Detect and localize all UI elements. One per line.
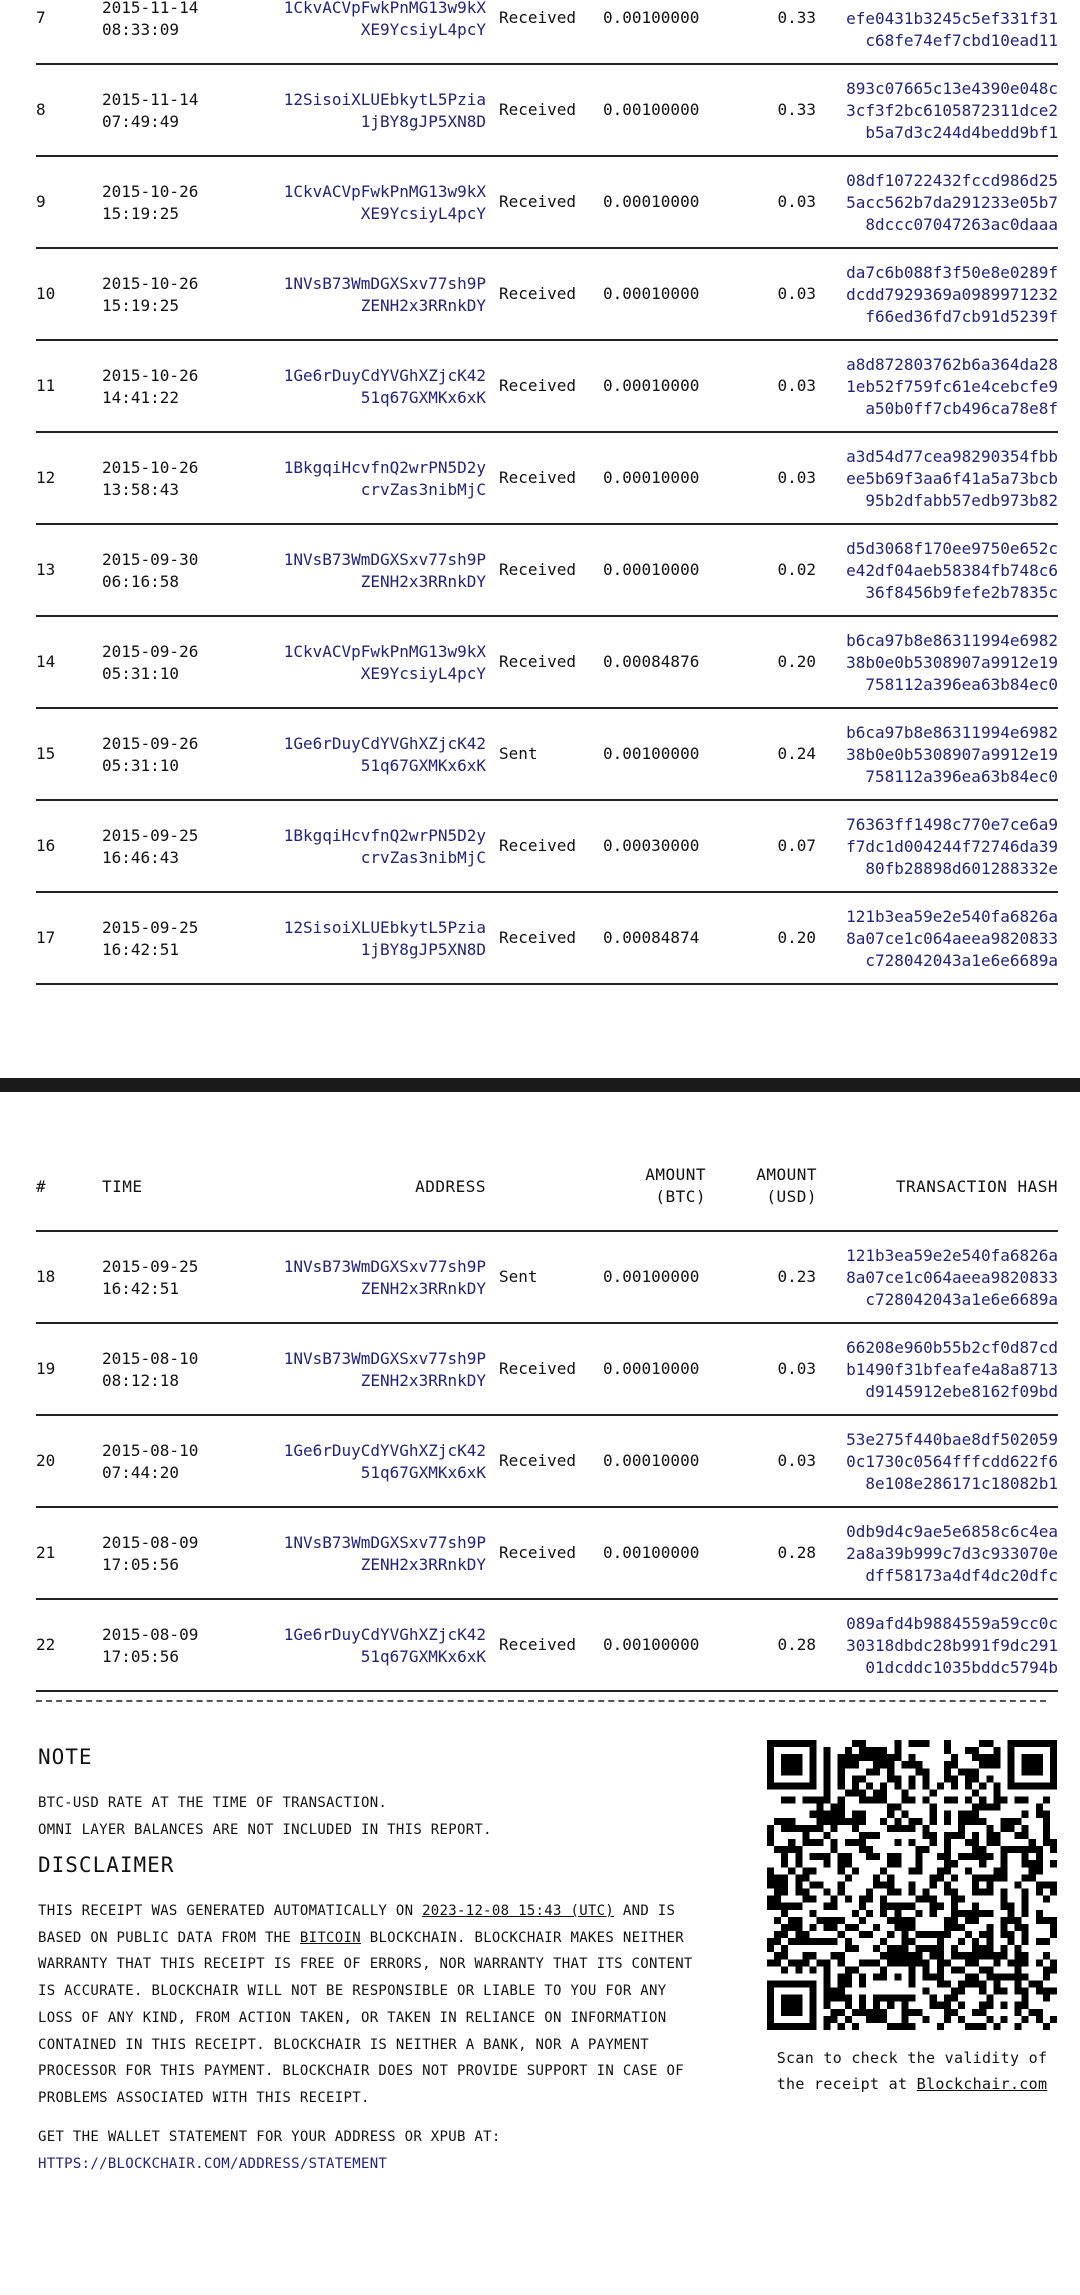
- row-amount-btc: 0.00100000: [603, 100, 700, 119]
- dashed-separator: [36, 1700, 1046, 1702]
- row-number: 21: [36, 1543, 56, 1562]
- row-time: [102, 1348, 198, 1392]
- row-date: 2015-09-30: [102, 550, 199, 569]
- row-hash-line: 66208e960b55b2cf0d87cd: [846, 1338, 1058, 1357]
- row-hash[interactable]: [823, 814, 1058, 880]
- row-type: Sent: [499, 744, 538, 763]
- disclaimer-title: DISCLAIMER: [38, 1853, 175, 1877]
- row-hash[interactable]: [823, 354, 1058, 420]
- row-type: Received: [499, 192, 577, 211]
- row-clock: 17:05:56: [102, 1555, 180, 1574]
- row-number: 16: [36, 836, 56, 855]
- row-amount-btc: 0.00010000: [603, 1451, 700, 1470]
- row-type: Received: [499, 652, 577, 671]
- row-date: 2015-10-26: [102, 182, 199, 201]
- row-amount-usd: 0.23: [777, 1267, 816, 1286]
- row-date: 2015-11-14: [102, 0, 199, 17]
- row-amount-btc: 0.00100000: [603, 744, 700, 763]
- table-row: [36, 617, 1058, 709]
- row-amount-usd: 0.20: [777, 928, 816, 947]
- disclaimer-line: IS ACCURATE. BLOCKCHAIR WILL NOT BE RESPONSIBLE OR LIABLE TO YOU FOR ANY: [38, 1983, 667, 2000]
- row-address-line: 1NVsB73WmDGXSxv77sh9P: [283, 1349, 486, 1368]
- table-row: [36, 249, 1058, 341]
- row-address[interactable]: [246, 1532, 486, 1576]
- row-hash-line: efe0431b3245c5ef331f31: [846, 9, 1058, 28]
- row-date: 2015-10-26: [102, 458, 199, 477]
- row-address[interactable]: [246, 1440, 486, 1484]
- row-hash[interactable]: [823, 1613, 1058, 1679]
- row-number: 14: [36, 652, 56, 671]
- row-time: [102, 1256, 198, 1300]
- table-row: [36, 893, 1058, 985]
- qr-modules: [767, 1740, 1057, 2030]
- row-address-line: crvZas3nibMjC: [360, 848, 486, 867]
- row-hash[interactable]: [823, 1245, 1058, 1311]
- row-time: [102, 89, 198, 133]
- row-hash-line: 758112a396ea63b84ec0: [865, 675, 1058, 694]
- row-date: 2015-09-25: [102, 826, 199, 845]
- row-hash-line: 01dcddc1035bddc5794b: [865, 1658, 1058, 1677]
- row-hash-line: c728042043a1e6e6689a: [865, 1290, 1058, 1309]
- row-hash-line: b1490f31bfeafe4a8a8713: [846, 1360, 1058, 1379]
- table-row: [36, 709, 1058, 801]
- row-type: Received: [499, 1635, 577, 1654]
- row-time: [102, 0, 198, 41]
- row-hash-line: f66ed36fd7cb91d5239f: [865, 307, 1058, 326]
- row-hash-line: 121b3ea59e2e540fa6826a: [846, 1246, 1058, 1265]
- row-date: 2015-08-10: [102, 1441, 199, 1460]
- note-title: NOTE: [38, 1745, 93, 1769]
- row-address-line: 12SisoiXLUEbkytL5Pzia: [283, 918, 486, 937]
- row-clock: 16:42:51: [102, 1279, 180, 1298]
- row-hash-line: 893c07665c13e4390e048c: [846, 79, 1058, 98]
- row-hash[interactable]: [823, 262, 1058, 328]
- row-hash-line: 36f8456b9fefe2b7835c: [865, 583, 1058, 602]
- header-amount-btc: [645, 1164, 706, 1208]
- row-hash-line: 76363ff1498c770e7ce6a9: [846, 815, 1058, 834]
- row-address[interactable]: [246, 181, 486, 225]
- row-type: Received: [499, 284, 577, 303]
- row-amount-btc: 0.00084874: [603, 928, 700, 947]
- row-number: 9: [36, 192, 46, 211]
- row-hash[interactable]: [823, 630, 1058, 696]
- row-type: Received: [499, 1543, 577, 1562]
- row-amount-btc: 0.00010000: [603, 1359, 700, 1378]
- row-address-line: 1NVsB73WmDGXSxv77sh9P: [283, 1533, 486, 1552]
- row-address-line: 51q67GXMKx6xK: [360, 1463, 486, 1482]
- row-hash-line: a50b0ff7cb496ca78e8f: [865, 399, 1058, 418]
- table-row: [36, 1508, 1058, 1600]
- row-address-line: 51q67GXMKx6xK: [360, 1647, 486, 1666]
- row-hash-line: 38b0e0b5308907a9912e19: [846, 653, 1058, 672]
- row-address[interactable]: [246, 917, 486, 961]
- note-line: OMNI LAYER BALANCES ARE NOT INCLUDED IN THIS REPORT.: [38, 1821, 492, 1838]
- row-amount-usd: 0.24: [777, 744, 816, 763]
- qr-caption-line: [767, 2071, 1057, 2097]
- row-hash-line: b6ca97b8e86311994e6982: [846, 631, 1058, 650]
- row-address-line: ZENH2x3RRnkDY: [360, 572, 486, 591]
- header-num: #: [36, 1177, 47, 1196]
- row-address-line: XE9YcsiyL4pcY: [360, 204, 486, 223]
- row-hash-line: ee5b69f3aa6f41a5a73bcb: [846, 469, 1058, 488]
- row-clock: 14:41:22: [102, 388, 180, 407]
- row-amount-usd: 0.03: [777, 376, 816, 395]
- row-date: 2015-09-26: [102, 642, 199, 661]
- row-clock: 17:05:56: [102, 1647, 180, 1666]
- row-time: [102, 181, 198, 225]
- table-row: [36, 433, 1058, 525]
- row-type: Received: [499, 560, 577, 579]
- row-hash-line: c728042043a1e6e6689a: [865, 951, 1058, 970]
- table-row: [36, 0, 1058, 65]
- row-type: Received: [499, 468, 577, 487]
- table-row: [36, 1324, 1058, 1416]
- row-hash-line: 121b3ea59e2e540fa6826a: [846, 907, 1058, 926]
- disclaimer-line: CONTAINED IN THIS RECEIPT. BLOCKCHAIR IS NEITHER A BANK, NOR A PAYMENT: [38, 2036, 650, 2053]
- row-address-line: 1jBY8gJP5XN8D: [360, 940, 486, 959]
- disclaimer-text-part: BASED ON PUBLIC DATA FROM THE: [38, 1929, 292, 1946]
- row-date: 2015-10-26: [102, 366, 199, 385]
- row-hash[interactable]: [823, 170, 1058, 236]
- row-address-line: ZENH2x3RRnkDY: [360, 1371, 486, 1390]
- row-time: [102, 917, 198, 961]
- row-address-line: 1jBY8gJP5XN8D: [360, 112, 486, 131]
- row-amount-usd: 0.28: [777, 1635, 816, 1654]
- row-hash-line: d9145912ebe8162f09bd: [865, 1382, 1058, 1401]
- row-address-line: 1Ge6rDuyCdYVGhXZjcK42: [283, 1441, 486, 1460]
- row-hash-line: dcdd7929369a0989971232: [846, 285, 1058, 304]
- row-hash[interactable]: [823, 538, 1058, 604]
- row-clock: 06:16:58: [102, 572, 180, 591]
- row-address[interactable]: [246, 1348, 486, 1392]
- row-hash-line: e42df04aeb58384fb748c6: [846, 561, 1058, 580]
- disclaimer-text-part: THIS RECEIPT WAS GENERATED AUTOMATICALLY ON: [38, 1903, 414, 1919]
- row-amount-btc: 0.00010000: [603, 192, 700, 211]
- row-hash-line: 30318dbdc28b991f9dc291: [846, 1636, 1058, 1655]
- row-address-line: 1BkgqiHcvfnQ2wrPN5D2y: [283, 826, 486, 845]
- row-time: [102, 1532, 198, 1576]
- row-hash[interactable]: [823, 1429, 1058, 1495]
- row-hash[interactable]: [823, 78, 1058, 144]
- row-number: 11: [36, 376, 56, 395]
- table-row: [36, 341, 1058, 433]
- row-amount-usd: 0.02: [777, 560, 816, 579]
- row-type: Received: [499, 8, 577, 27]
- row-type: Received: [499, 100, 577, 119]
- header-address: ADDRESS: [415, 1177, 486, 1196]
- row-clock: 13:58:43: [102, 480, 180, 499]
- row-address-line: 1BkgqiHcvfnQ2wrPN5D2y: [283, 458, 486, 477]
- row-address-line: 1CkvACVpFwkPnMG13w9kX: [283, 0, 486, 17]
- row-clock: 05:31:10: [102, 664, 180, 683]
- transactions-table: [36, 1134, 1058, 1692]
- row-hash-line: 8a07ce1c064aeea9820833: [846, 929, 1058, 948]
- row-hash-line: a8d872803762b6a364da28: [846, 355, 1058, 374]
- row-address-line: XE9YcsiyL4pcY: [360, 664, 486, 683]
- row-time: [102, 549, 198, 593]
- row-date: 2015-08-10: [102, 1349, 199, 1368]
- row-time: [102, 457, 198, 501]
- row-amount-usd: 0.03: [777, 1451, 816, 1470]
- row-address-line: XE9YcsiyL4pcY: [360, 20, 486, 39]
- header-amount-usd: [756, 1164, 817, 1208]
- row-address[interactable]: [246, 1624, 486, 1668]
- row-hash-line: 95b2dfabb57edb973b82: [865, 491, 1058, 510]
- row-address[interactable]: [246, 89, 486, 133]
- row-number: 7: [36, 8, 46, 27]
- row-hash-line: 80fb28898d601288332e: [865, 859, 1058, 878]
- row-time: [102, 365, 198, 409]
- blockchain-link[interactable]: BITCOIN: [299, 1929, 361, 1946]
- row-number: 10: [36, 284, 56, 303]
- row-hash-line: f7dc1d004244f72746da39: [846, 837, 1058, 856]
- row-clock: 15:19:25: [102, 296, 180, 315]
- row-hash-line: 8dccc07047263ac0daaa: [865, 215, 1058, 234]
- row-number: 12: [36, 468, 56, 487]
- table-row: [36, 157, 1058, 249]
- disclaimer-line: PROBLEMS ASSOCIATED WITH THIS RECEIPT.: [38, 2089, 370, 2106]
- row-type: Received: [499, 1359, 577, 1378]
- row-number: 22: [36, 1635, 56, 1654]
- row-type: Received: [499, 928, 577, 947]
- table-row: [36, 1600, 1058, 1692]
- row-amount-btc: 0.00100000: [603, 1635, 700, 1654]
- row-address-line: 12SisoiXLUEbkytL5Pzia: [283, 90, 486, 109]
- row-hash-line: 3cf3f2bc6105872311dce2: [846, 101, 1058, 120]
- disclaimer-line: [38, 1898, 693, 1925]
- row-hash-line: 1eb52f759fc61e4cebcfe9: [846, 377, 1058, 396]
- table-row: [36, 525, 1058, 617]
- qr-caption-text: the receipt at: [776, 2075, 908, 2093]
- table-header: [36, 1134, 1058, 1232]
- row-date: 2015-11-14: [102, 90, 199, 109]
- disclaimer-line: WARRANTY THAT THIS RECEIPT IS FREE OF ERRORS, NOR WARRANTY THAT ITS CONTENT: [38, 1956, 693, 1973]
- disclaimer-text-part: AND IS: [622, 1903, 676, 1919]
- row-amount-usd: 0.33: [777, 8, 816, 27]
- row-clock: 07:44:20: [102, 1463, 180, 1482]
- row-clock: 07:49:49: [102, 112, 180, 131]
- row-amount-btc: 0.00100000: [603, 1267, 700, 1286]
- row-hash-line: 0c1730c0564fffcdd622f6: [846, 1452, 1058, 1471]
- row-address-line: ZENH2x3RRnkDY: [360, 1555, 486, 1574]
- row-date: 2015-10-26: [102, 274, 199, 293]
- row-amount-usd: 0.28: [777, 1543, 816, 1562]
- row-time: [102, 733, 198, 777]
- row-hash[interactable]: [823, 906, 1058, 972]
- row-amount-usd: 0.03: [777, 192, 816, 211]
- row-amount-btc: 0.00010000: [603, 560, 700, 579]
- row-amount-btc: 0.00010000: [603, 284, 700, 303]
- row-address-line: crvZas3nibMjC: [360, 480, 486, 499]
- row-hash-line: 8a07ce1c064aeea9820833: [846, 1268, 1058, 1287]
- row-date: 2015-08-09: [102, 1533, 199, 1552]
- note-line: BTC-USD RATE AT THE TIME OF TRANSACTION.: [38, 1795, 388, 1811]
- row-address[interactable]: [246, 825, 486, 869]
- row-address-line: 1CkvACVpFwkPnMG13w9kX: [283, 182, 486, 201]
- row-type: Sent: [499, 1267, 538, 1286]
- row-address-line: 51q67GXMKx6xK: [360, 388, 486, 407]
- row-clock: 16:46:43: [102, 848, 180, 867]
- disclaimer-line: PROCESSOR FOR THIS PAYMENT. BLOCKCHAIR DOES NOT PROVIDE SUPPORT IN CASE OF: [38, 2063, 684, 2080]
- row-amount-usd: 0.07: [777, 836, 816, 855]
- row-hash[interactable]: [823, 0, 1058, 52]
- row-clock: 08:12:18: [102, 1371, 180, 1390]
- row-date: 2015-08-09: [102, 1625, 199, 1644]
- row-address[interactable]: [246, 365, 486, 409]
- disclaimer-text-part: BLOCKCHAIN. BLOCKCHAIR MAKES NEITHER: [369, 1929, 684, 1946]
- qr-caption: [767, 2045, 1057, 2097]
- row-address-line: 1Ge6rDuyCdYVGhXZjcK42: [283, 1625, 486, 1644]
- row-address[interactable]: [246, 273, 486, 317]
- row-address-line: 1NVsB73WmDGXSxv77sh9P: [283, 1257, 486, 1276]
- header-time: TIME: [102, 1177, 143, 1196]
- row-address-line: ZENH2x3RRnkDY: [360, 1279, 486, 1298]
- row-address[interactable]: [246, 549, 486, 593]
- row-amount-btc: 0.00100000: [603, 8, 700, 27]
- row-hash-line: 8e108e286171c18082b1: [865, 1474, 1058, 1493]
- row-hash[interactable]: [823, 1337, 1058, 1403]
- row-address-line: 1CkvACVpFwkPnMG13w9kX: [283, 642, 486, 661]
- table-row: [36, 801, 1058, 893]
- row-address-line: 1Ge6rDuyCdYVGhXZjcK42: [283, 366, 486, 385]
- row-number: 13: [36, 560, 56, 579]
- row-number: 19: [36, 1359, 56, 1378]
- header-hash: TRANSACTION HASH: [895, 1177, 1058, 1196]
- statement-link[interactable]: HTTPS://BLOCKCHAIR.COM/ADDRESS/STATEMENT: [38, 2155, 388, 2172]
- note-text: [38, 1790, 492, 1843]
- row-address[interactable]: [246, 1256, 486, 1300]
- row-address-line: 1Ge6rDuyCdYVGhXZjcK42: [283, 734, 486, 753]
- row-clock: 16:42:51: [102, 940, 180, 959]
- row-amount-btc: 0.00010000: [603, 376, 700, 395]
- row-address[interactable]: [246, 457, 486, 501]
- row-type: Received: [499, 376, 577, 395]
- row-clock: 15:19:25: [102, 204, 180, 223]
- row-hash-line: 53e275f440bae8df502059: [846, 1430, 1058, 1449]
- row-hash-line: a3d54d77cea98290354fbb: [846, 447, 1058, 466]
- row-address-line: 1NVsB73WmDGXSxv77sh9P: [283, 550, 486, 569]
- row-amount-usd: 0.03: [777, 468, 816, 487]
- qr-caption-line: Scan to check the validity of: [776, 2049, 1048, 2067]
- row-amount-btc: 0.00010000: [603, 468, 700, 487]
- row-number: 8: [36, 100, 46, 119]
- row-time: [102, 641, 198, 685]
- row-number: 18: [36, 1267, 56, 1286]
- row-amount-usd: 0.03: [777, 1359, 816, 1378]
- row-amount-btc: 0.00084876: [603, 652, 700, 671]
- row-address-line: 1NVsB73WmDGXSxv77sh9P: [283, 274, 486, 293]
- row-number: 17: [36, 928, 56, 947]
- row-address-line: 51q67GXMKx6xK: [360, 756, 486, 775]
- blockchair-link[interactable]: Blockchair.com: [916, 2075, 1048, 2093]
- header-amount-btc-line1: AMOUNT: [645, 1165, 706, 1184]
- row-type: Received: [499, 1451, 577, 1470]
- row-date: 2015-09-25: [102, 1257, 199, 1276]
- row-hash-line: 089afd4b9884559a59cc0c: [846, 1614, 1058, 1633]
- statement-block: [38, 2124, 501, 2177]
- disclaimer-line: [38, 1925, 693, 1952]
- row-hash-line: 758112a396ea63b84ec0: [865, 767, 1058, 786]
- row-address[interactable]: [246, 641, 486, 685]
- qr-code-icon: [767, 1740, 1057, 2030]
- row-date: 2015-09-25: [102, 918, 199, 937]
- row-hash-line: c68fe74ef7cbd10ead11: [865, 31, 1058, 50]
- row-hash[interactable]: [823, 722, 1058, 788]
- header-amount-btc-line2: (BTC): [655, 1187, 706, 1206]
- row-hash-line: b6ca97b8e86311994e6982: [846, 723, 1058, 742]
- row-time: [102, 825, 198, 869]
- row-amount-usd: 0.33: [777, 100, 816, 119]
- disclaimer-text: [38, 1898, 693, 2112]
- row-time: [102, 1624, 198, 1668]
- row-hash-line: 08df10722432fccd986d25: [846, 171, 1058, 190]
- table-row: [36, 1416, 1058, 1508]
- row-amount-btc: 0.00030000: [603, 836, 700, 855]
- row-time: [102, 273, 198, 317]
- row-address-line: ZENH2x3RRnkDY: [360, 296, 486, 315]
- row-number: 15: [36, 744, 56, 763]
- row-amount-usd: 0.03: [777, 284, 816, 303]
- row-address[interactable]: [246, 733, 486, 777]
- statement-line: GET THE WALLET STATEMENT FOR YOUR ADDRESS OR XPUB AT:: [38, 2129, 501, 2145]
- row-hash-line: 0db9d4c9ae5e6858c6c4ea: [846, 1522, 1058, 1541]
- row-hash-line: 2a8a39b999c7d3c933070e: [846, 1544, 1058, 1563]
- table-row: [36, 65, 1058, 157]
- table-row: [36, 1232, 1058, 1324]
- row-number: 20: [36, 1451, 56, 1470]
- row-type: Received: [499, 836, 577, 855]
- row-hash[interactable]: [823, 1521, 1058, 1587]
- row-hash-line: 38b0e0b5308907a9912e19: [846, 745, 1058, 764]
- generated-date: 2023-12-08 15:43 (UTC): [422, 1903, 615, 1919]
- row-date: 2015-09-26: [102, 734, 199, 753]
- transactions-table-continued: [36, 0, 1058, 985]
- row-amount-usd: 0.20: [777, 652, 816, 671]
- row-hash-line: 5acc562b7da291233e05b7: [846, 193, 1058, 212]
- header-amount-usd-line2: (USD): [766, 1187, 817, 1206]
- page-divider: [0, 1078, 1080, 1092]
- header-amount-usd-line1: AMOUNT: [756, 1165, 817, 1184]
- row-clock: 08:33:09: [102, 20, 180, 39]
- row-time: [102, 1440, 198, 1484]
- row-address[interactable]: [246, 0, 486, 41]
- row-clock: 05:31:10: [102, 756, 180, 775]
- row-hash-line: [823, 0, 1058, 8]
- row-hash-line: b5a7d3c244d4bedd9bf1: [865, 123, 1058, 142]
- row-amount-btc: 0.00100000: [603, 1543, 700, 1562]
- row-hash-line: da7c6b088f3f50e8e0289f: [846, 263, 1058, 282]
- disclaimer-line: LOSS OF ANY KIND, FROM ACTION TAKEN, OR TAKEN IN RELIANCE ON INFORMATION: [38, 2009, 667, 2026]
- row-hash-line: d5d3068f170ee9750e652c: [846, 539, 1058, 558]
- row-hash[interactable]: [823, 446, 1058, 512]
- row-hash-line: dff58173a4df4dc20dfc: [865, 1566, 1058, 1585]
